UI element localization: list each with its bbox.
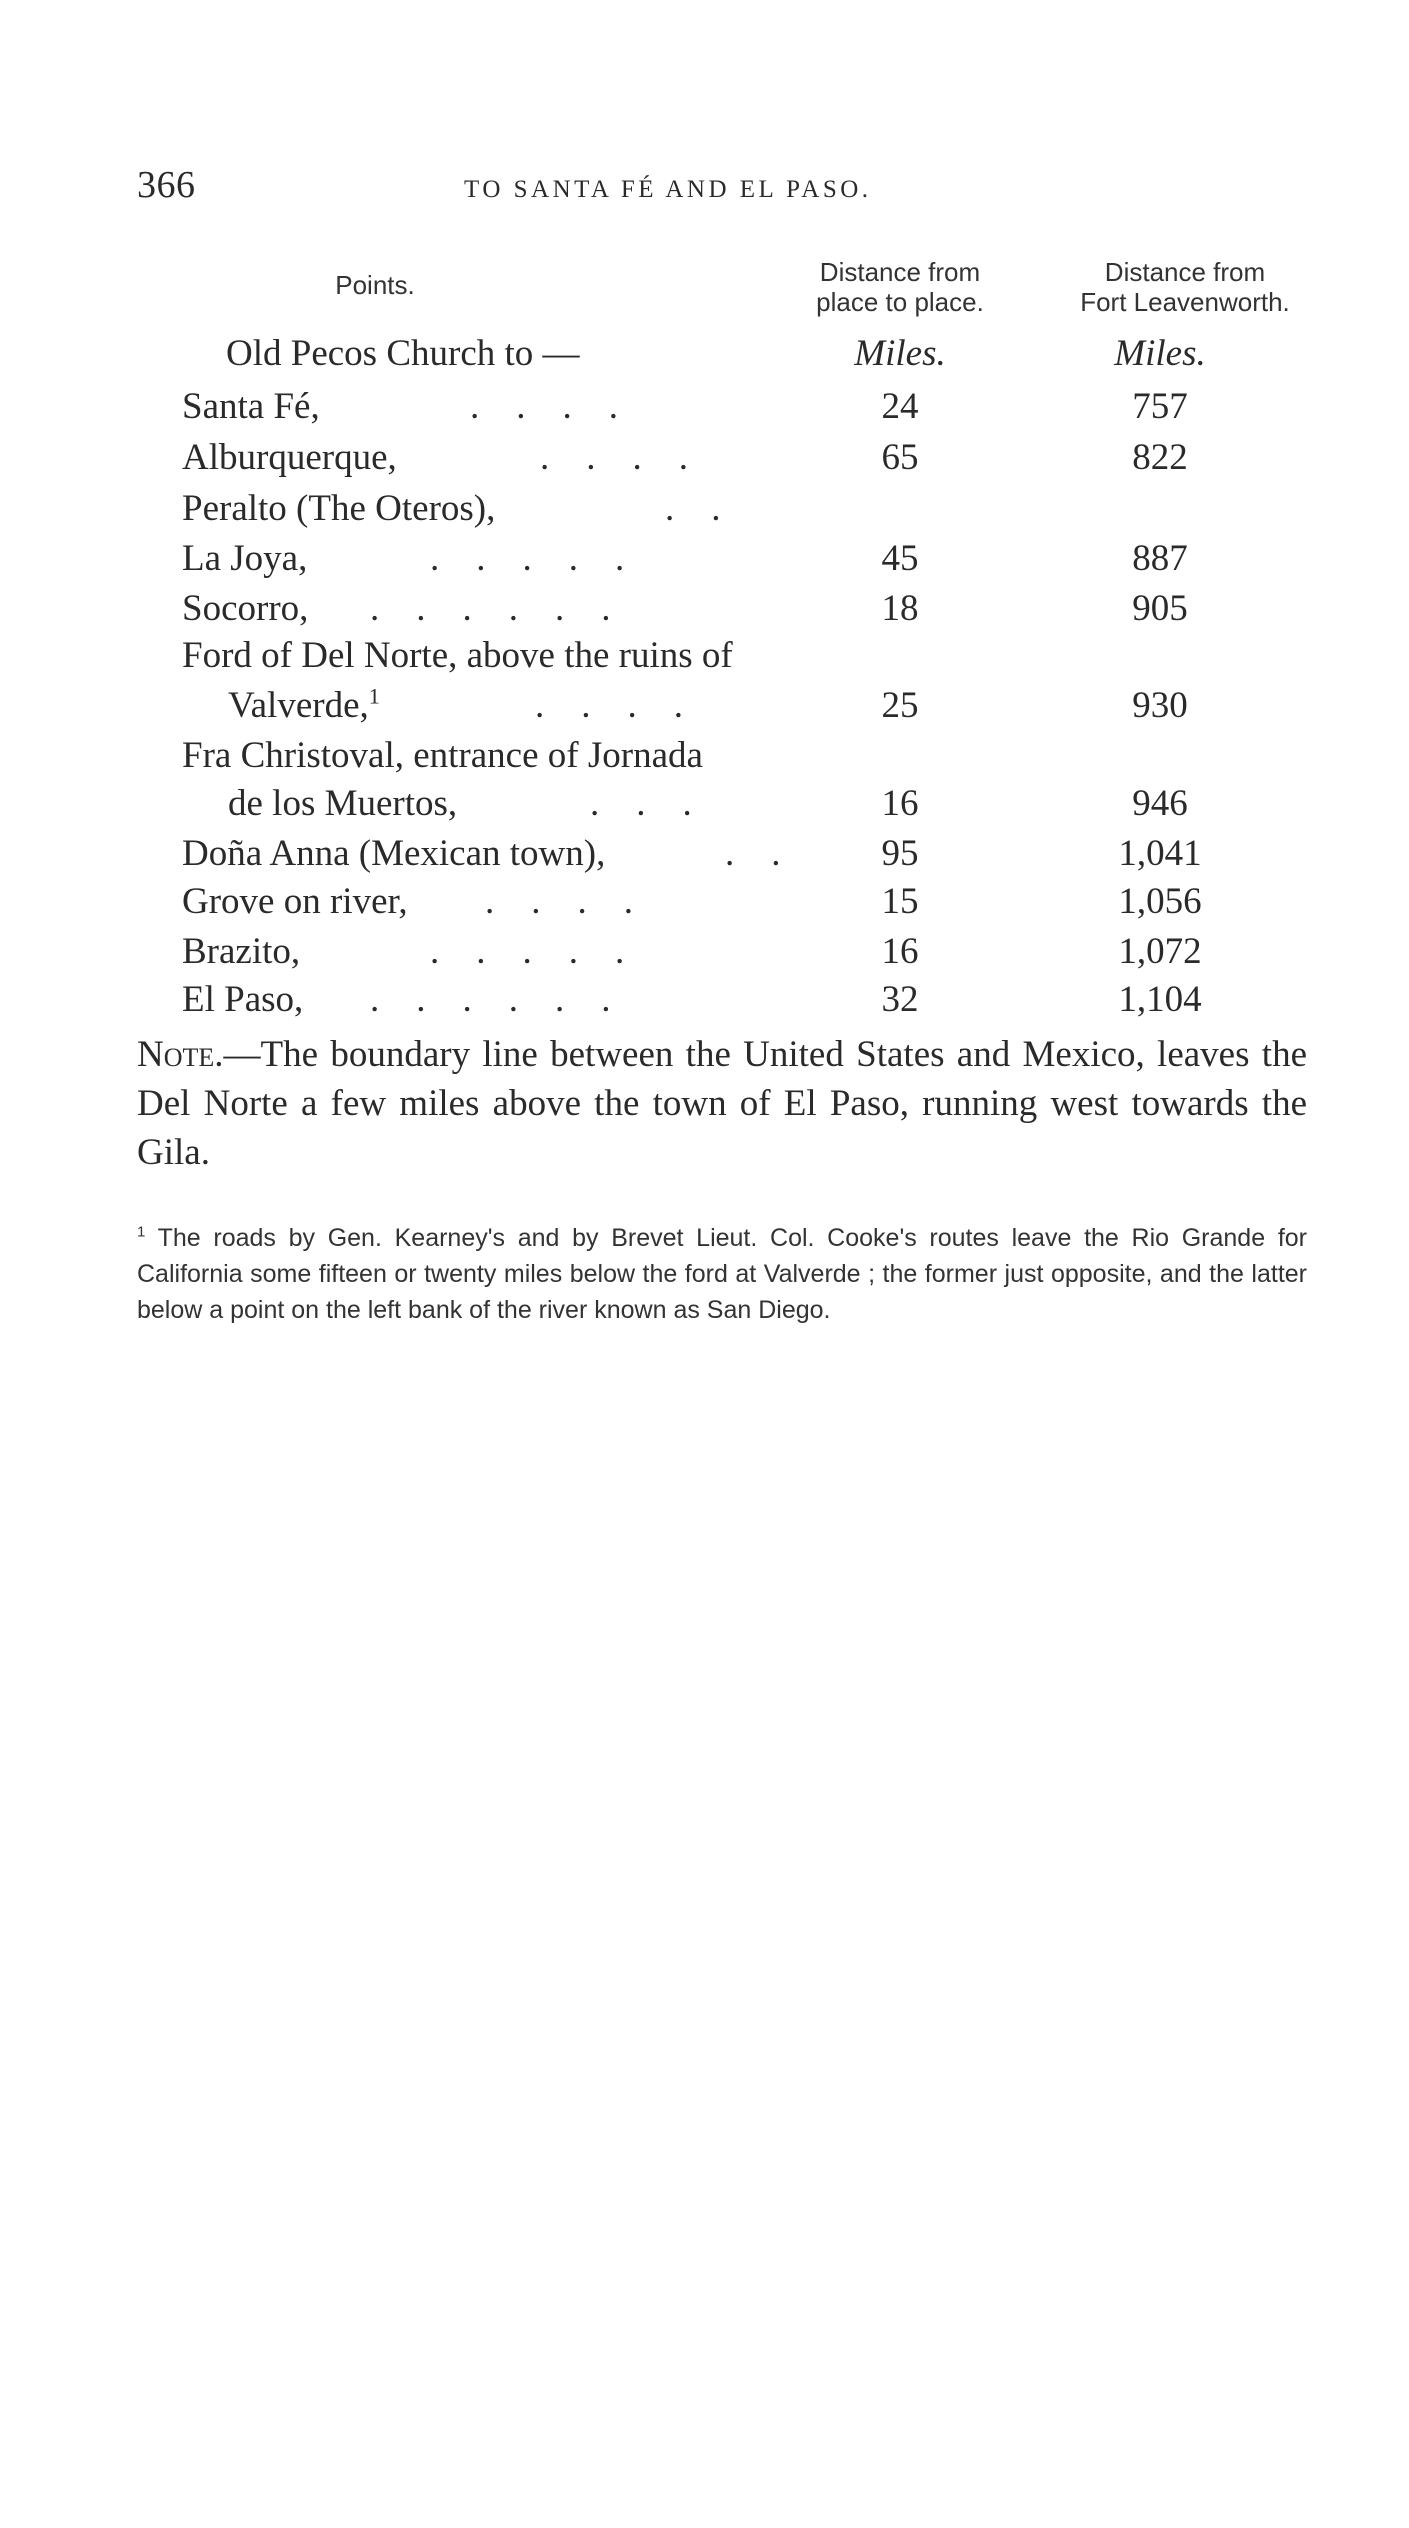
table-row xyxy=(0,828,1409,880)
note-paragraph xyxy=(137,1030,1307,1177)
column-header-points: Points. xyxy=(335,270,415,300)
place-name: Alburquerque, xyxy=(182,437,397,478)
distance-from-fort: 905 xyxy=(1132,588,1188,629)
distance-from-fort: 946 xyxy=(1132,783,1188,824)
distance-place-to-place: 16 xyxy=(881,783,919,824)
footnote-ref: 1 xyxy=(368,683,380,709)
place-name: Santa Fé, xyxy=(182,386,320,427)
column-header-line: Distance from xyxy=(1104,257,1266,287)
footnote-marker: 1 xyxy=(137,1223,146,1241)
place-name: Peralto (The Oteros), xyxy=(182,488,496,529)
distance-from-fort: 757 xyxy=(1132,386,1188,427)
dot-leader: . . xyxy=(725,833,781,874)
dot-leader: . . . . xyxy=(540,437,688,478)
distance-from-fort: 1,056 xyxy=(1118,881,1202,922)
column-header-line: Distance from xyxy=(819,257,981,287)
dot-leader: . . . . . . xyxy=(370,588,611,629)
place-name: Grove on river, xyxy=(182,881,408,922)
distance-place-to-place: 65 xyxy=(881,437,919,478)
place-name: La Joya, xyxy=(182,538,308,579)
place-name: Brazito, xyxy=(182,931,301,972)
table-row xyxy=(0,630,1409,682)
dot-leader: . . . . xyxy=(470,386,618,427)
dot-leader: . . . . xyxy=(535,685,683,726)
page-number: 366 xyxy=(137,164,196,206)
place-name: El Paso, xyxy=(182,979,304,1020)
place-name: Ford of Del Norte, above the ruins of xyxy=(182,635,733,676)
distance-place-to-place: 18 xyxy=(881,588,919,629)
table-row xyxy=(0,778,1409,830)
table-row xyxy=(0,483,1409,535)
distance-from-fort: 822 xyxy=(1132,437,1188,478)
place-name: Socorro, xyxy=(182,588,309,629)
table-row xyxy=(0,730,1409,782)
distance-from-fort: 1,104 xyxy=(1118,979,1202,1020)
dot-leader: . . . . . xyxy=(430,538,625,579)
dot-leader: . . . . . xyxy=(430,931,625,972)
dot-leader: . . . . . . xyxy=(370,979,611,1020)
distance-place-to-place: 32 xyxy=(881,979,919,1020)
distance-place-to-place: 25 xyxy=(881,685,919,726)
column-header-from-fort xyxy=(1030,257,1340,317)
distance-place-to-place: 95 xyxy=(881,833,919,874)
dot-leader: . . . . xyxy=(485,881,633,922)
column-header-line: Fort Leavenworth. xyxy=(1080,287,1290,317)
table-row xyxy=(0,974,1409,1026)
place-name: de los Muertos, xyxy=(228,783,458,824)
distance-place-to-place: 15 xyxy=(881,881,919,922)
distance-place-to-place: 24 xyxy=(881,386,919,427)
table-row xyxy=(0,533,1409,585)
table-row xyxy=(0,583,1409,635)
table-row xyxy=(0,381,1409,433)
distance-from-fort: 930 xyxy=(1132,685,1188,726)
place-name: Doña Anna (Mexican town), xyxy=(182,833,606,874)
unit-miles: Miles. xyxy=(1114,333,1206,374)
origin-row xyxy=(0,328,1409,380)
distance-place-to-place: 16 xyxy=(881,931,919,972)
table-row xyxy=(0,926,1409,978)
distance-from-fort: 1,072 xyxy=(1118,931,1202,972)
distance-from-fort: 1,041 xyxy=(1118,833,1202,874)
place-name: Fra Christoval, entrance of Jornada xyxy=(182,735,703,776)
unit-miles: Miles. xyxy=(854,333,946,374)
table-row xyxy=(0,680,1409,732)
footnote-text: The roads by Gen. Kearney's and by Brevet Lieut. Col. Cooke's routes leave the Rio Grande for California some fifteen or twenty miles below the ford at Valverde ; the former just opposite, and the latter below a point on the left bank of the river known as San Diego. xyxy=(137,1224,1307,1324)
note-text: —The boundary line between the United States and Mexico, leaves the Del Norte a few miles above the town of El Paso, running west towards the Gila. xyxy=(137,1034,1307,1173)
table-row xyxy=(0,432,1409,484)
running-head: TO SANTA FÉ AND EL PASO. xyxy=(464,176,872,203)
table-row xyxy=(0,876,1409,928)
origin-label: Old Pecos Church to — xyxy=(226,333,580,374)
dot-leader: . . xyxy=(665,488,721,529)
distance-place-to-place: 45 xyxy=(881,538,919,579)
column-header-line: place to place. xyxy=(816,287,984,317)
dot-leader: . . . xyxy=(590,783,692,824)
column-header-place-to-place xyxy=(790,257,1010,317)
place-name: Valverde,$^1$ xyxy=(228,683,380,726)
note-lead: Note. xyxy=(137,1034,224,1075)
distance-from-fort: 887 xyxy=(1132,538,1188,579)
footnote xyxy=(137,1220,1307,1328)
